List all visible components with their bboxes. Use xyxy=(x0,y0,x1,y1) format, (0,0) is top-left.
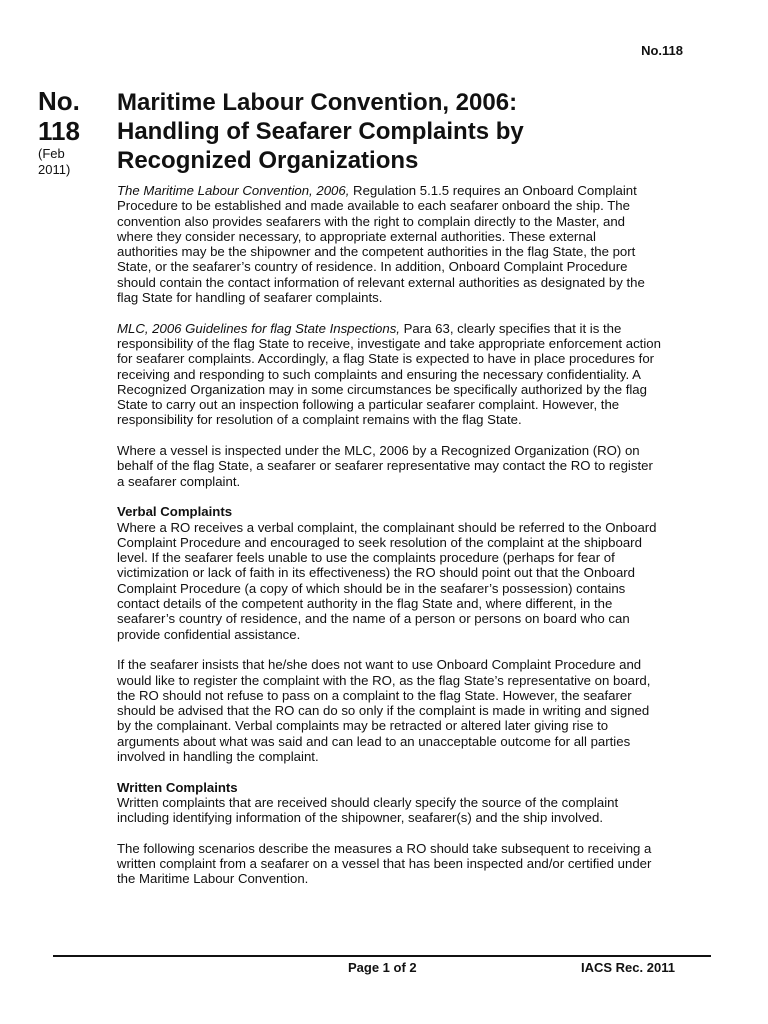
section-heading-written: Written Complaints xyxy=(117,779,238,795)
paragraph-line: State to carry out an inspection following a particular seafarer complaint. However, the xyxy=(117,397,620,413)
side-number-block xyxy=(38,86,108,178)
document-body xyxy=(117,183,717,902)
paragraph-line: arguments about what was said and can lead to an unacceptable outcome for all parties xyxy=(117,733,631,749)
paragraph-line: MLC, 2006 Guidelines for flag State Inspections, Para 63, clearly specifies that it is the xyxy=(117,320,622,336)
paragraph-line: level. If the seafarer feels unable to use the complaints procedure (perhaps for fear of xyxy=(117,550,615,566)
document-number-header: No.118 xyxy=(641,43,683,58)
side-number: 118 xyxy=(38,116,80,146)
paragraph-line: for seafarer complaints. Accordingly, a flag State is expected to have in place procedures for xyxy=(117,351,655,367)
paragraph-line: should be advised that the RO can do so only if the complaint is made in writing and signed xyxy=(117,703,650,719)
paragraph-line: the Maritime Labour Convention. xyxy=(117,871,309,887)
title-line-2: Handling of Seafarer Complaints by xyxy=(117,118,524,145)
title-line-1: Maritime Labour Convention, 2006: xyxy=(117,89,518,116)
italic-citation: MLC, 2006 Guidelines for flag State Inspections, xyxy=(117,320,400,336)
paragraph-line: Recognized Organization may in some circumstances be specifically authorized by the flag xyxy=(117,381,647,397)
paragraph-line: responsibility of the flag State to receive, investigate and take appropriate enforcement action xyxy=(117,335,661,351)
paragraph-line: provide confidential assistance. xyxy=(117,626,301,642)
paragraph-line: seafarer’s country of residence, and the name of a person or persons on board who can xyxy=(117,611,630,627)
paragraph-line: If the seafarer insists that he/she does not want to use Onboard Complaint Procedure and xyxy=(117,657,642,673)
paragraph-line: written complaint from a seafarer on a vessel that has been inspected and/or certified under xyxy=(117,856,652,872)
title-line-3: Recognized Organizations xyxy=(117,147,419,174)
paragraph-line: behalf of the flag State, a seafarer or seafarer representative may contact the RO to register xyxy=(117,458,653,474)
paragraph-line: should contain the contact information of relevant external authorities as designated by the xyxy=(117,274,645,290)
side-no-label: No. xyxy=(38,86,80,116)
paragraph-line: a seafarer complaint. xyxy=(117,473,241,489)
paragraph-line: authorities may be the shipowner and the competent authorities in the flag State, the port xyxy=(117,244,636,260)
footer-divider xyxy=(53,955,711,957)
paragraph-line: would like to register the complaint with the RO, as the flag State’s representative on board, xyxy=(117,672,651,688)
footer-recommendation: IACS Rec. 2011 xyxy=(581,960,675,975)
paragraph-line: Complaint Procedure (a copy of which should be in the seafarer’s possession) contains xyxy=(117,580,626,596)
paragraph-line: victimization or lack of faith in its effectiveness) the RO should point out that the Onboard xyxy=(117,565,636,581)
paragraph-line: Procedure to be established and made available to each seafarer onboard the ship. The xyxy=(117,198,630,214)
paragraph-line: including identifying information of the shipowner, seafarer(s) and the ship involved. xyxy=(117,810,604,826)
footer-page-number: Page 1 of 2 xyxy=(348,960,417,975)
paragraph-line: contact details of the competent authority in the flag State and, where different, in the xyxy=(117,596,613,612)
paragraph-written xyxy=(117,795,717,826)
paragraph-line: responsibility for resolution of a complaint remains with the flag State. xyxy=(117,412,522,428)
paragraph-verbal xyxy=(117,520,717,642)
side-date-line1: (Feb xyxy=(38,146,65,161)
paragraph-line: receiving and responding to such complaints and ensuring the necessary confidentiality. A xyxy=(117,366,641,382)
paragraph-line: the RO should not refuse to pass on a complaint to the flag State. However, the seafarer xyxy=(117,687,632,703)
paragraph-line: involved in handling the complaint. xyxy=(117,748,319,764)
paragraph-line: The following scenarios describe the measures a RO should take subsequent to receiving a xyxy=(117,840,652,856)
side-date-line2: 2011) xyxy=(38,162,71,177)
paragraph-line: Where a vessel is inspected under the MLC, 2006 by a Recognized Organization (RO) on xyxy=(117,443,640,459)
paragraph-line: by the complainant. Verbal complaints may be retracted or altered later giving rise to xyxy=(117,718,609,734)
paragraph-line: Written complaints that are received should clearly specify the source of the complaint xyxy=(117,794,619,810)
section-heading-verbal: Verbal Complaints xyxy=(117,504,233,520)
italic-citation: The Maritime Labour Convention, 2006, xyxy=(117,183,350,198)
paragraph-guidelines xyxy=(117,321,717,428)
paragraph-scenarios xyxy=(117,841,717,887)
paragraph-intro xyxy=(117,183,717,305)
paragraph-line: flag State for handling of seafarer complaints. xyxy=(117,290,383,306)
paragraph-line: The Maritime Labour Convention, 2006, Regulation 5.1.5 requires an Onboard Complaint xyxy=(117,183,637,198)
paragraph-line: where they consider necessary, to appropriate external authorities. These external xyxy=(117,228,596,244)
paragraph-line: Complaint Procedure and encouraged to seek resolution of the complaint at the shipboard xyxy=(117,534,642,550)
paragraph-line: Where a RO receives a verbal complaint, the complainant should be referred to the Onboard xyxy=(117,519,657,535)
paragraph-insists xyxy=(117,657,717,764)
paragraph-ro-inspection xyxy=(117,443,717,489)
paragraph-line: State, or the seafarer’s country of residence. In addition, Onboard Complaint Procedure xyxy=(117,259,628,275)
paragraph-line: convention also provides seafarers with the right to complain directly to the Master, and xyxy=(117,213,625,229)
page-title xyxy=(117,88,717,175)
